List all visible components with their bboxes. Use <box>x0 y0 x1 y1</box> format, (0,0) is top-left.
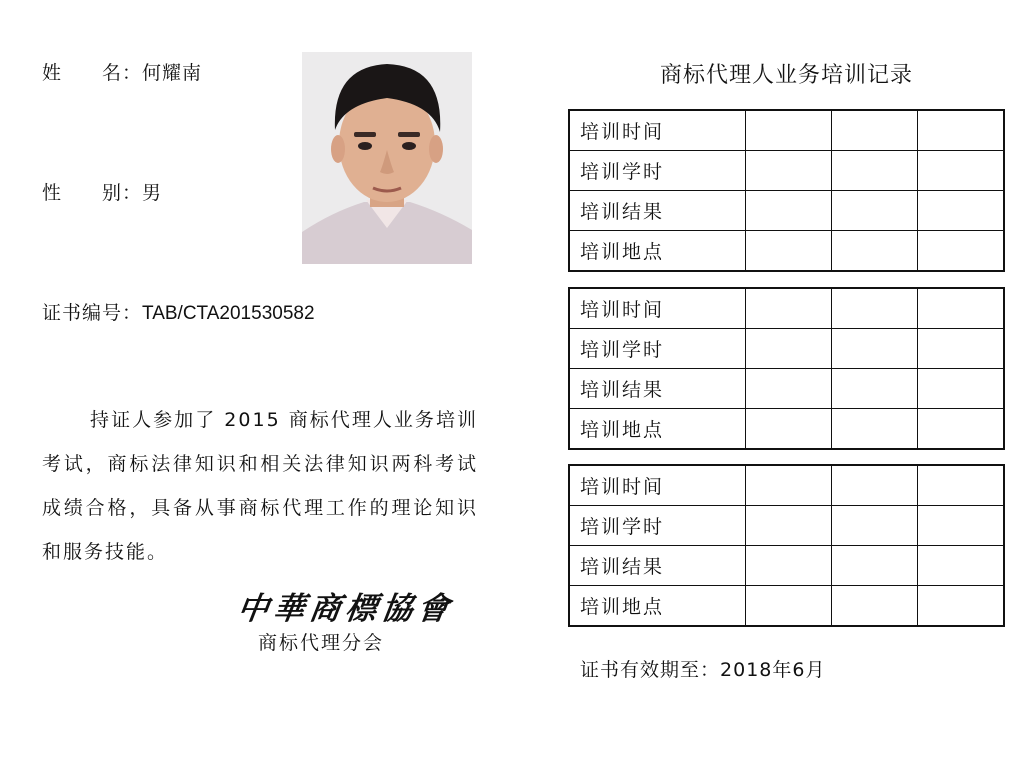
row-label: 培训学时 <box>569 329 745 369</box>
name-value: 何耀南 <box>142 62 203 84</box>
record-cell <box>918 288 1004 329</box>
record-cell <box>831 329 917 369</box>
validity-value: 2018年6月 <box>720 659 826 681</box>
cert-no-label: 证书编号： <box>42 302 143 324</box>
record-cell <box>831 110 917 151</box>
record-cell <box>745 329 831 369</box>
portrait-photo-drawing <box>302 52 472 264</box>
record-cell <box>745 288 831 329</box>
record-cell <box>831 288 917 329</box>
record-cell <box>918 329 1004 369</box>
record-cell <box>745 191 831 231</box>
record-cell <box>745 546 831 586</box>
row-label: 培训地点 <box>569 231 745 272</box>
table-row <box>569 465 1004 506</box>
training-record-block-2 <box>568 287 1005 450</box>
validity-label: 证书有效期至： <box>580 659 721 681</box>
row-label: 培训地点 <box>569 586 745 627</box>
statement-paragraph <box>42 398 478 574</box>
gender-value: 男 <box>142 182 163 204</box>
record-cell <box>745 506 831 546</box>
record-cell <box>831 465 917 506</box>
row-label: 培训学时 <box>569 506 745 546</box>
gender-label: 性 别： <box>42 182 143 204</box>
table-row <box>569 231 1004 272</box>
record-cell <box>831 151 917 191</box>
validity-field <box>580 655 825 682</box>
record-cell <box>831 231 917 272</box>
table-row <box>569 409 1004 450</box>
record-cell <box>745 465 831 506</box>
table-row <box>569 369 1004 409</box>
record-cell <box>918 151 1004 191</box>
table-row <box>569 151 1004 191</box>
table-row <box>569 506 1004 546</box>
branch-name: 商标代理分会 <box>258 632 385 654</box>
record-cell <box>745 231 831 272</box>
row-label: 培训结果 <box>569 546 745 586</box>
table-row <box>569 191 1004 231</box>
row-label: 培训时间 <box>569 465 745 506</box>
record-cell <box>745 409 831 450</box>
row-label: 培训结果 <box>569 369 745 409</box>
gender-field <box>42 178 162 205</box>
row-label: 培训时间 <box>569 110 745 151</box>
record-cell <box>918 506 1004 546</box>
portrait-photo <box>302 52 472 264</box>
table-row <box>569 329 1004 369</box>
record-cell <box>831 546 917 586</box>
row-label: 培训地点 <box>569 409 745 450</box>
association-calligraphy: 中華商標協會 <box>234 591 457 627</box>
record-cell <box>831 191 917 231</box>
record-cell <box>745 110 831 151</box>
record-cell <box>918 409 1004 450</box>
statement-text: 持证人参加了 2015 商标代理人业务培训考试，商标法律知识和相关法律知识两科考试成绩合格，具备从事商标代理工作的理论知识和服务技能。 <box>42 409 478 563</box>
table-row <box>569 546 1004 586</box>
record-cell <box>831 369 917 409</box>
record-cell <box>918 465 1004 506</box>
name-label: 姓 名： <box>42 62 143 84</box>
record-cell <box>831 409 917 450</box>
row-label: 培训学时 <box>569 151 745 191</box>
record-cell <box>918 231 1004 272</box>
record-cell <box>745 151 831 191</box>
row-label: 培训结果 <box>569 191 745 231</box>
record-cell <box>918 369 1004 409</box>
record-cell <box>918 546 1004 586</box>
record-cell <box>745 369 831 409</box>
training-record-block-1 <box>568 109 1005 272</box>
record-cell <box>918 586 1004 627</box>
record-cell <box>831 586 917 627</box>
record-cell <box>918 191 1004 231</box>
table-row <box>569 586 1004 627</box>
table-row <box>569 288 1004 329</box>
table-row <box>569 110 1004 151</box>
record-cell <box>918 110 1004 151</box>
name-field <box>42 58 202 85</box>
row-label: 培训时间 <box>569 288 745 329</box>
record-cell <box>745 586 831 627</box>
record-title: 商标代理人业务培训记录 <box>659 63 913 88</box>
cert-no-value: TAB/CTA201530582 <box>142 303 315 324</box>
training-record-block-3 <box>568 464 1005 627</box>
cert-no-field <box>42 298 315 325</box>
record-cell <box>831 506 917 546</box>
